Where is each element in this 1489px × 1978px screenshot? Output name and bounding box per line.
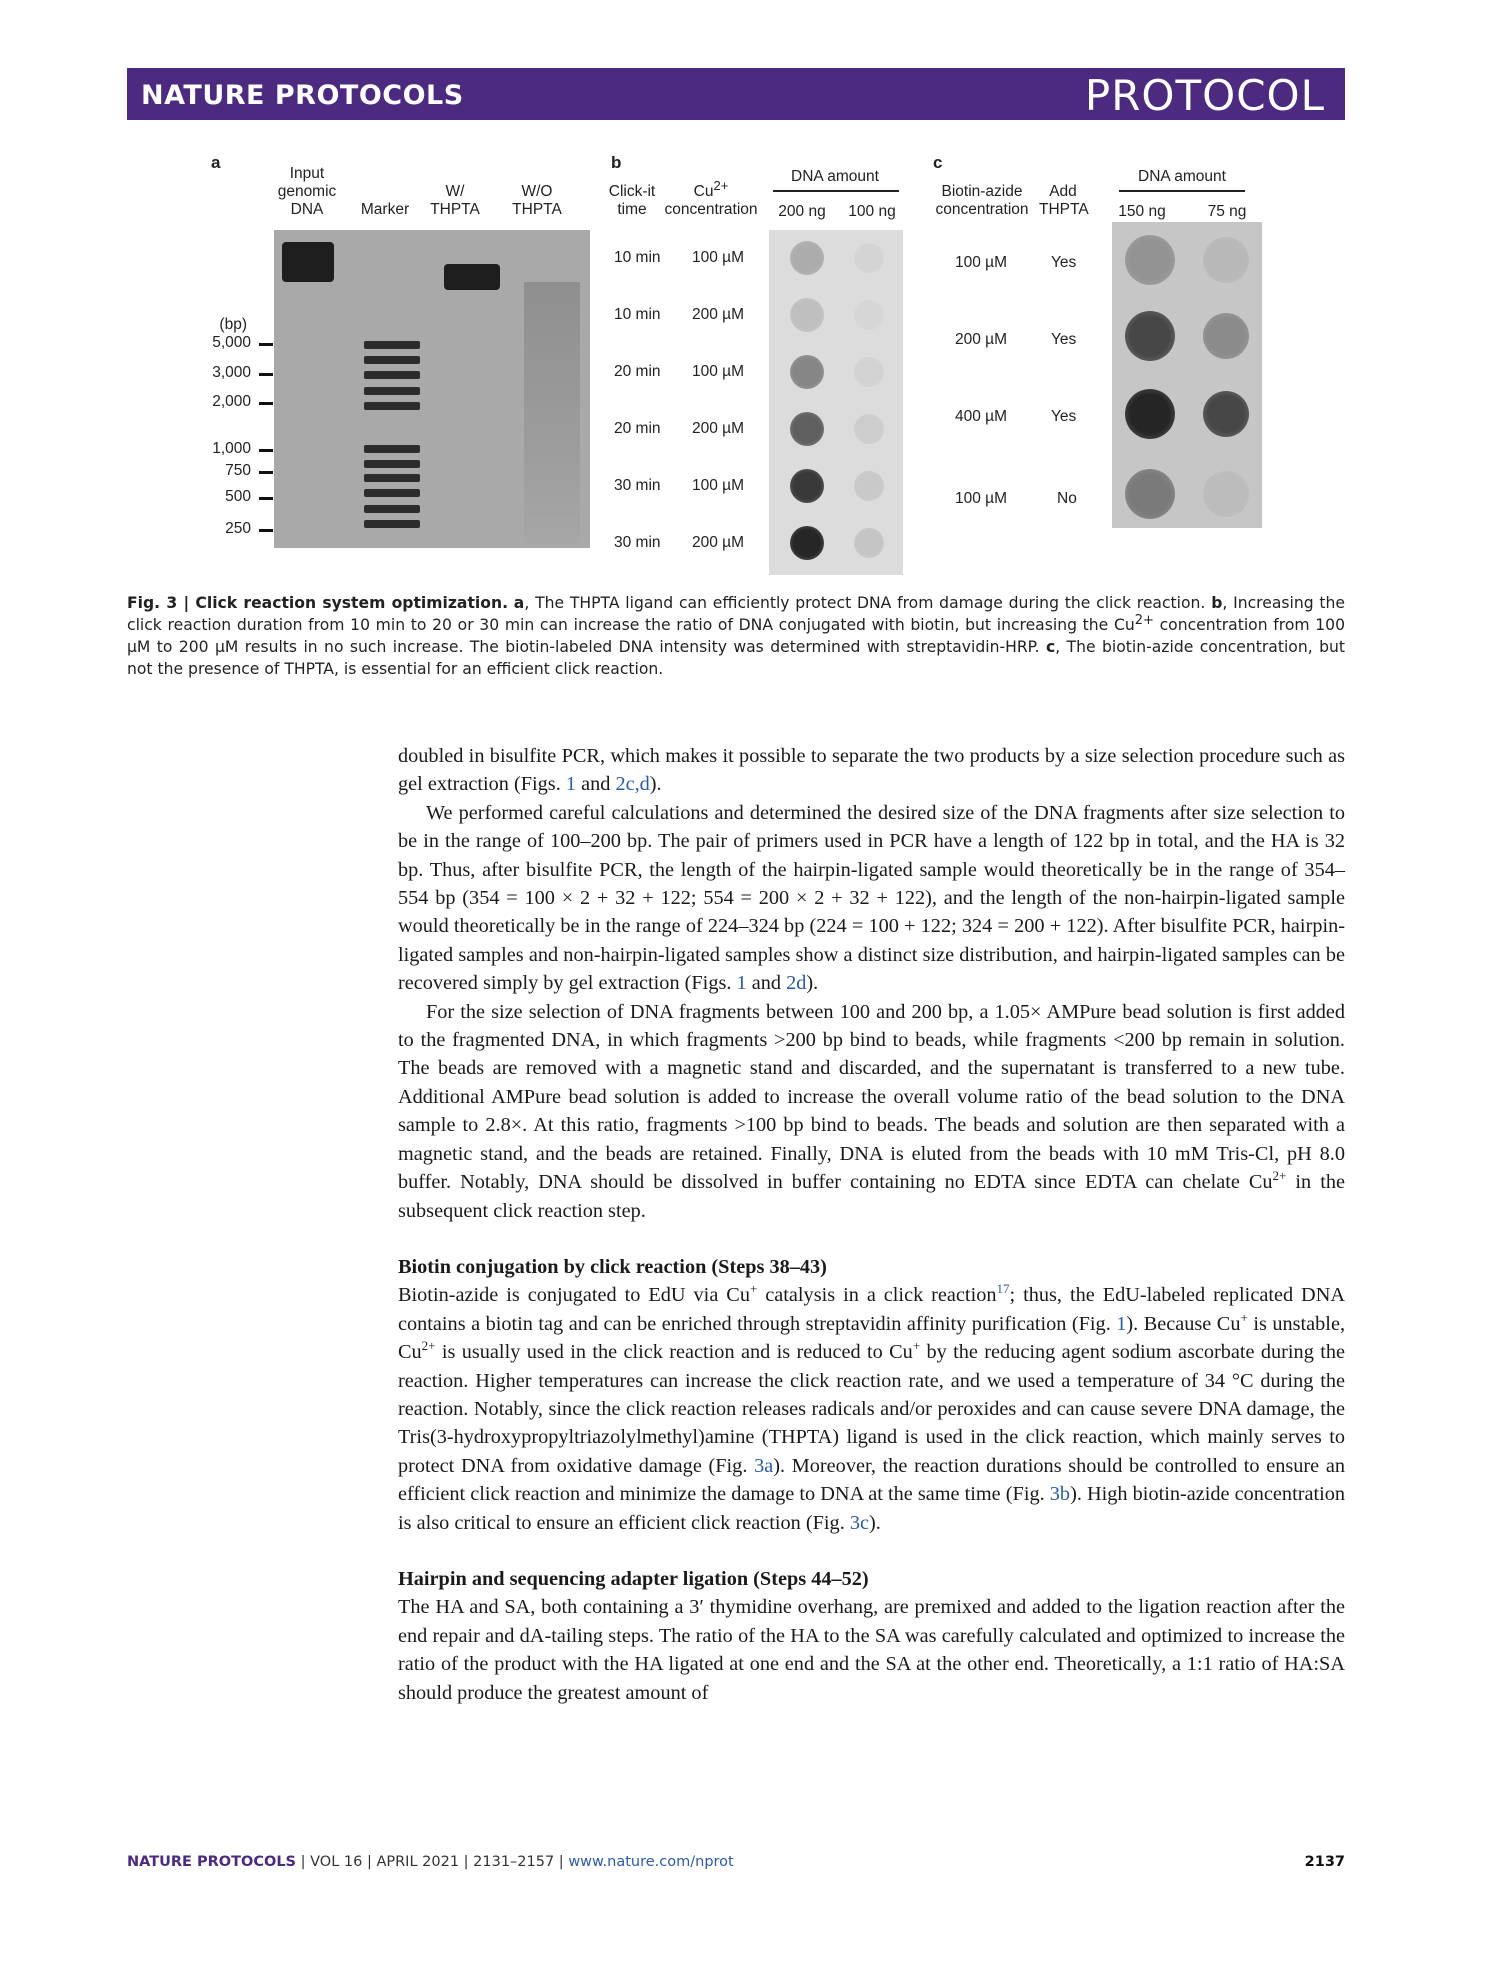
- text-run: doubled in bisulfite PCR, which makes it possible to separate the two products by a size selection procedure such as gel extraction (Figs.: [398, 745, 1345, 796]
- size-tick: [259, 343, 273, 346]
- journal-header: [127, 68, 1345, 120]
- dot-100ng: [854, 243, 884, 273]
- panel-b-label: b: [611, 153, 622, 172]
- size-tick: [259, 449, 273, 452]
- row-biotin: 400 µM: [955, 408, 1008, 425]
- amount-label: 75 ng: [1207, 203, 1247, 220]
- dot-150ng: [1125, 311, 1175, 361]
- caption-title: Fig. 3 | Click reaction system optimization.: [127, 594, 508, 612]
- text-run: ).: [806, 972, 819, 995]
- superscript: +: [749, 1281, 758, 1297]
- text-run: is unstable, Cu: [398, 1312, 1346, 1364]
- marker-band: [364, 371, 420, 379]
- text-run: and: [746, 972, 787, 995]
- marker-band: [364, 489, 420, 497]
- header-rule: [1119, 190, 1245, 192]
- marker-band: [364, 387, 420, 395]
- row-cu: 200 µM: [692, 420, 745, 437]
- agarose-gel: [274, 230, 590, 548]
- size-tick: [259, 471, 273, 474]
- lane-label-without-thpta: W/O THPTA: [512, 183, 562, 218]
- row-thpta: Yes: [1051, 331, 1077, 348]
- amount-label: 150 ng: [1118, 203, 1166, 220]
- row-thpta: No: [1057, 490, 1077, 507]
- dot-200ng: [790, 526, 824, 560]
- dot-150ng: [1125, 469, 1175, 519]
- row-time: 30 min: [614, 477, 661, 494]
- size-tick: [259, 373, 273, 376]
- dot-75ng: [1203, 237, 1249, 283]
- text-run: Biotin-azide is conjugated to EdU via Cu: [398, 1284, 750, 1307]
- marker-band: [364, 356, 420, 364]
- superscript: 2+: [1272, 1168, 1287, 1184]
- size-label-750: 750: [225, 462, 251, 479]
- text-run: ).: [869, 1511, 881, 1534]
- amount-label: 100 ng: [848, 203, 896, 220]
- article-type: PROTOCOL: [1084, 71, 1325, 120]
- article-body: [398, 742, 1345, 1707]
- row-biotin: 200 µM: [955, 331, 1008, 348]
- marker-band: [364, 505, 420, 513]
- size-label-1000: 1,000: [212, 440, 251, 457]
- dot-150ng: [1125, 389, 1175, 439]
- dna-amount-header-c: DNA amount: [1138, 168, 1226, 185]
- marker-band: [364, 460, 420, 468]
- text-run: For the size selection of DNA fragments between 100 and 200 bp, a 1.05× AMPure bead solution is first added to the fragmented DNA, in which fragments >200 bp bind to beads, while fragments <200 bp remain in solution. The beads are removed with a magnetic stand and discarded, and the supernatant is transferred to a new tube. Additional AMPure bead solution is added to increase the overall volume ratio of the bead solution to the DNA sample to 2.8×. At this ratio, fragments >100 bp bind to beads. The beads and solution are then separated with a magnetic stand, and the beads are retained. Finally, DNA is eluted from the beads with 10 mM Tris-Cl, pH 8.0 buffer. Notably, DNA should be dissolved in buffer containing no EDTA since EDTA can chelate Cu: [398, 1000, 1345, 1194]
- caption-text: concentration from 100 µM to 200 µM results in no such increase. The biotin-labeled DNA intensity was determined with streptavidin-HRP.: [127, 616, 1346, 656]
- bp-unit: (bp): [219, 316, 247, 333]
- dot-blot-b: [769, 230, 903, 575]
- figure-link[interactable]: 2c,d: [615, 773, 650, 796]
- marker-band: [364, 402, 420, 410]
- cu-concentration-header: $Cu^{2+}$ concentration: [664, 177, 758, 218]
- text-run: and: [576, 773, 616, 796]
- marker-band: [364, 341, 420, 349]
- dot-100ng: [854, 528, 884, 558]
- size-tick: [259, 402, 273, 405]
- text-run: is usually used in the click reaction and is reduced to Cu: [435, 1341, 913, 1364]
- superscript: +: [1240, 1309, 1248, 1325]
- superscript: 2+: [421, 1338, 436, 1354]
- figure-link[interactable]: 3a: [754, 1454, 774, 1477]
- dot-100ng: [854, 414, 884, 444]
- section-heading: Hairpin and sequencing adapter ligation (Steps 44–52): [398, 1567, 869, 1590]
- caption-panel-label: a: [513, 594, 525, 612]
- row-time: 30 min: [614, 534, 661, 551]
- with-thpta-band: [444, 264, 500, 290]
- click-it-time-header: Click-it time: [608, 183, 656, 218]
- row-cu: 100 µM: [692, 477, 745, 494]
- paragraph: [398, 1281, 1345, 1537]
- lane-label-input: Input genomic DNA: [277, 165, 337, 218]
- size-tick: [259, 497, 273, 500]
- genomic-dna-band: [282, 242, 334, 282]
- row-cu: 100 µM: [692, 363, 745, 380]
- size-label-250: 250: [225, 520, 251, 537]
- paragraph: [398, 799, 1345, 998]
- text-run: catalysis in a click reaction: [757, 1284, 997, 1307]
- figure-link[interactable]: 2d: [786, 972, 807, 995]
- size-label-2000: 2,000: [212, 393, 251, 410]
- text-run: ).: [649, 773, 662, 796]
- dot-200ng: [790, 469, 824, 503]
- text-run: ). High biotin-azide concentration is also critical to ensure an efficient click reaction (Fig.: [398, 1483, 1346, 1534]
- caption-sup: 2+: [1134, 612, 1154, 628]
- dot-blot-c: [1112, 222, 1262, 528]
- marker-band: [364, 445, 420, 453]
- caption-panel-label: c: [1046, 638, 1056, 656]
- panel-c-label: c: [933, 153, 943, 172]
- size-label-3000: 3,000: [212, 364, 251, 381]
- paragraph: [398, 742, 1345, 799]
- lane-label-marker: Marker: [360, 201, 410, 218]
- biotin-azide-header: Biotin-azide concentration: [935, 183, 1029, 218]
- row-cu: 100 µM: [692, 249, 745, 266]
- dot-150ng: [1125, 235, 1175, 285]
- paragraph: [398, 998, 1345, 1225]
- figure-3: [127, 148, 1345, 578]
- figure-caption: [127, 592, 1345, 680]
- figure-link[interactable]: 3c: [849, 1511, 869, 1534]
- without-thpta-smear: [524, 282, 580, 544]
- marker-band: [364, 474, 420, 482]
- text-run: ). Moreover, the reaction durations should be controlled to ensure an efficient click reaction and minimize the damage to DNA at the same time (Fig.: [398, 1454, 1346, 1506]
- amount-label: 200 ng: [778, 203, 826, 220]
- dot-75ng: [1203, 313, 1249, 359]
- row-cu: 200 µM: [692, 306, 745, 323]
- text-run: We performed careful calculations and determined the desired size of the DNA fragments after size selection to be in the range of 100–200 bp. The pair of primers used in PCR have a length of 122 bp in total, and the HA is 32 bp. Thus, after bisulfite PCR, the length of the hairpin-ligated sample would theoretically be in the range of 354–554 bp (354 = 100 × 2 + 32 + 122; 554 = 200 × 2 + 32 + 122), and the length of the non-hairpin-ligated sample would theoretically be in the range of 224–324 bp (224 = 100 + 122; 324 = 200 + 122). After bisulfite PCR, hairpin-ligated samples and non-hairpin-ligated samples show a distinct size distribution, and hairpin-ligated samples can be recovered simply by gel extraction (Figs.: [398, 801, 1345, 995]
- text-run: by the reducing agent sodium ascorbate during the reaction. Higher temperatures can increase the click reaction rate, and we used a temperature of 34 °C during the reaction. Notably, since the click reaction releases radicals and/or peroxides and can cause severe DNA damage, the Tris(3-hydroxypropyltriazolylmethyl)amine (THPTA) ligand is used in the click reaction, which mainly serves to protect DNA from oxidative damage (Fig.: [398, 1341, 1345, 1477]
- dot-100ng: [854, 300, 884, 330]
- dot-75ng: [1203, 391, 1249, 437]
- row-thpta: Yes: [1051, 254, 1077, 271]
- caption-text: , The THPTA ligand can efficiently protect DNA from damage during the click reaction.: [524, 594, 1206, 612]
- header-rule: [773, 190, 899, 192]
- text-run: in the subsequent click reaction step.: [398, 1171, 1345, 1222]
- dot-75ng: [1203, 471, 1249, 517]
- row-cu: 200 µM: [692, 534, 745, 551]
- add-thpta-header: Add THPTA: [1039, 183, 1089, 218]
- row-biotin: 100 µM: [955, 490, 1008, 507]
- row-time: 20 min: [614, 363, 661, 380]
- row-time: 10 min: [614, 249, 661, 266]
- row-biotin: 100 µM: [955, 254, 1008, 271]
- page-number: 2137: [1304, 1854, 1345, 1870]
- lane-label-with-thpta: W/ THPTA: [430, 183, 480, 218]
- text-run: The HA and SA, both containing a 3′ thymidine overhang, are premixed and added to the ligation reaction after the end repair and dA-tailing steps. The ratio of the HA to the SA was carefully calculated and optimized to increase the ratio of the product with the HA ligated at one end and the SA at the other end. Theoretically, a 1:1 ratio of HA:SA should produce the greatest amount of: [398, 1596, 1345, 1704]
- dot-200ng: [790, 412, 824, 446]
- text-run: ; thus, the EdU-labeled replicated DNA contains a biotin tag and can be enriched through streptavidin affinity purification (Fig.: [398, 1284, 1346, 1335]
- footer-url-link[interactable]: www.nature.com/nprot: [568, 1854, 734, 1870]
- size-label-500: 500: [225, 488, 251, 505]
- dot-200ng: [790, 241, 824, 275]
- paragraph: [398, 1593, 1345, 1707]
- figure-link[interactable]: 1: [736, 972, 747, 995]
- dot-200ng: [790, 298, 824, 332]
- page-footer: [127, 1854, 1345, 1870]
- row-time: 20 min: [614, 420, 661, 437]
- caption-text: , The biotin-azide concentration, but not the presence of THPTA, is essential for an efficient click reaction.: [127, 638, 1345, 678]
- row-time: 10 min: [614, 306, 661, 323]
- figure-link[interactable]: 3b: [1049, 1483, 1071, 1506]
- caption-panel-label: b: [1211, 594, 1223, 612]
- superscript: +: [912, 1338, 921, 1354]
- footer-journal: NATURE PROTOCOLS: [127, 1854, 297, 1870]
- panel-a-label: a: [211, 153, 221, 172]
- text-run: ). Because Cu: [1126, 1312, 1241, 1335]
- dot-100ng: [854, 357, 884, 387]
- row-thpta: Yes: [1051, 408, 1077, 425]
- reference-link[interactable]: 17: [996, 1281, 1010, 1297]
- dot-100ng: [854, 471, 884, 501]
- figure-link[interactable]: 1: [565, 773, 576, 796]
- caption-text: , Increasing the click reaction duration from 10 min to 20 or 30 min can increase the ratio of DNA conjugated with biotin, but increasing the Cu: [127, 594, 1345, 634]
- marker-band: [364, 520, 420, 528]
- dna-amount-header-b: DNA amount: [791, 168, 879, 185]
- footer-details: | VOL 16 | APRIL 2021 | 2131–2157 |: [296, 1854, 569, 1870]
- section-heading: Biotin conjugation by click reaction (Steps 38–43): [398, 1255, 827, 1278]
- size-tick: [259, 529, 273, 532]
- journal-name: NATURE PROTOCOLS: [141, 80, 464, 111]
- size-label-5000: 5,000: [212, 334, 251, 351]
- dot-200ng: [790, 355, 824, 389]
- figure-link[interactable]: 1: [1116, 1312, 1127, 1335]
